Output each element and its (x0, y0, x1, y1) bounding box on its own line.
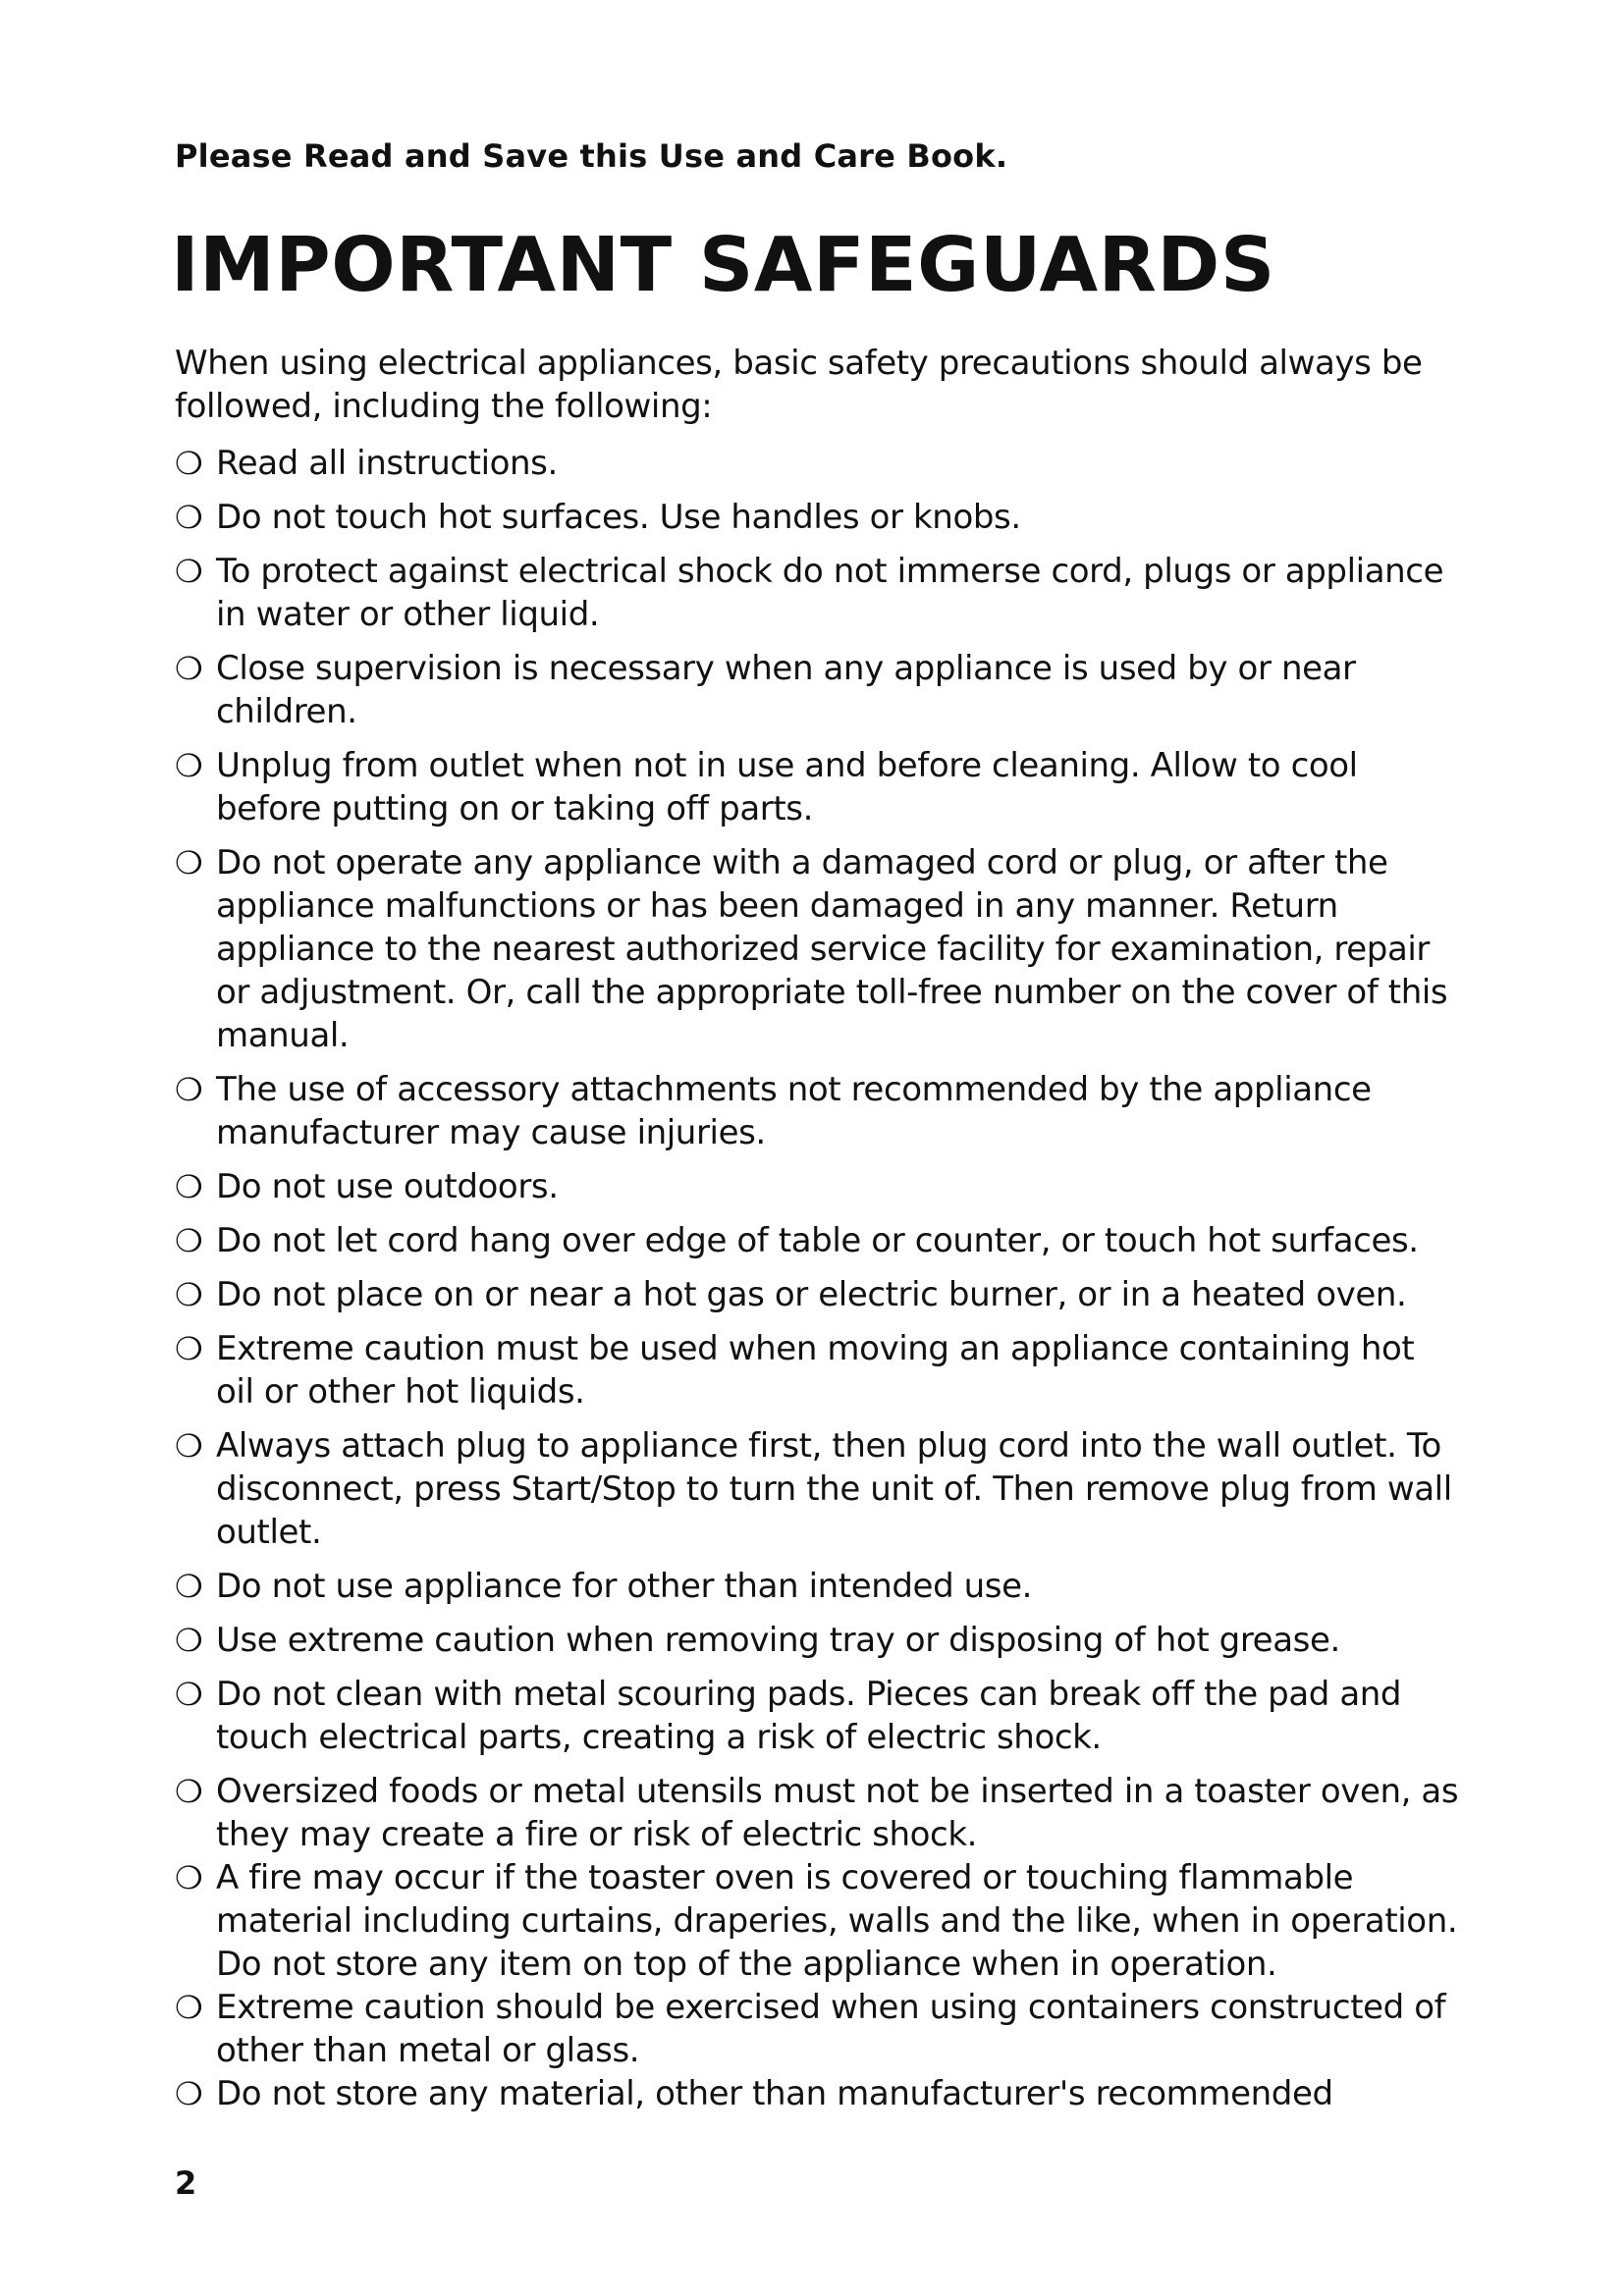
circle-bullet-icon: ❍ (175, 1222, 203, 1259)
circle-bullet-icon: ❍ (175, 1859, 203, 1896)
list-item-text: Extreme caution must be used when moving an appliance containing hot oil or other hot liquids. (216, 1329, 1415, 1412)
intro-paragraph: When using electrical appliances, basic safety precautions should always be followed, including the following: (175, 344, 1423, 426)
list-item-text: Read all instructions. (216, 444, 558, 483)
list-item (175, 442, 1461, 485)
list-item (175, 1165, 1461, 1208)
list-item-text: Do not use outdoors. (216, 1167, 559, 1206)
page-title: IMPORTANT SAFEGUARDS (171, 222, 1275, 309)
list-item (175, 496, 1461, 539)
circle-bullet-icon: ❍ (175, 1330, 203, 1367)
list-item-text: The use of accessory attachments not recommended by the appliance manufacturer may cause injuries. (216, 1070, 1372, 1152)
list-item (175, 647, 1461, 733)
circle-bullet-icon: ❍ (175, 650, 203, 687)
list-item-text: Do not place on or near a hot gas or electric burner, or in a heated oven. (216, 1275, 1407, 1314)
circle-bullet-icon: ❍ (175, 1676, 203, 1713)
list-item (175, 1219, 1461, 1262)
circle-bullet-icon: ❍ (175, 844, 203, 881)
list-item (175, 1068, 1461, 1154)
circle-bullet-icon: ❍ (175, 1071, 203, 1108)
list-item-text: Unplug from outlet when not in use and before cleaning. Allow to cool before putting on or taking off parts. (216, 746, 1358, 828)
circle-bullet-icon: ❍ (175, 1568, 203, 1605)
list-item (175, 1565, 1461, 1608)
list-item-text: To protect against electrical shock do not immerse cord, plugs or appliance in water or other liquid. (216, 552, 1444, 634)
circle-bullet-icon: ❍ (175, 1427, 203, 1465)
list-item (175, 1673, 1461, 1759)
list-item-text: Oversized foods or metal utensils must not be inserted in a toaster oven, as they may create a fire or risk of electric shock. (216, 1772, 1459, 1854)
list-item-text: Do not store any material, other than manufacturer's recommended (216, 2074, 1333, 2113)
circle-bullet-icon: ❍ (175, 747, 203, 784)
list-item (175, 2072, 1461, 2115)
list-item (175, 550, 1461, 636)
list-item (175, 744, 1461, 830)
list-item-text: Do not clean with metal scouring pads. Pieces can break off the pad and touch electrical parts, creating a risk of electric shock. (216, 1675, 1402, 1757)
list-item (175, 1327, 1461, 1414)
list-item (175, 1986, 1461, 2072)
list-item (175, 1424, 1461, 1554)
list-item-text: Close supervision is necessary when any appliance is used by or near children. (216, 649, 1356, 731)
list-item (175, 1619, 1461, 1662)
circle-bullet-icon: ❍ (175, 1989, 203, 2026)
list-item-text: Do not operate any appliance with a damaged cord or plug, or after the appliance malfunctions or has been damaged in any manner. Return appliance to the nearest authorized service facility for examination, repair or adjustment. Or, call the appropriate toll-free number on the cover of this manual. (216, 843, 1448, 1055)
list-item-text: Do not touch hot surfaces. Use handles or knobs. (216, 498, 1021, 537)
list-item-text: Always attach plug to appliance first, then plug cord into the wall outlet. To disconnect, press Start/Stop to turn the unit of. Then remove plug from wall outlet. (216, 1426, 1452, 1552)
circle-bullet-icon: ❍ (175, 1622, 203, 1659)
pre-title: Please Read and Save this Use and Care Book. (175, 137, 1008, 175)
list-item-text: Do not use appliance for other than intended use. (216, 1567, 1033, 1606)
safeguards-list (175, 442, 1461, 2115)
list-item-text: Do not let cord hang over edge of table or counter, or touch hot surfaces. (216, 1221, 1419, 1260)
list-item (175, 841, 1461, 1057)
list-item-text: A fire may occur if the toaster oven is covered or touching flammable material including curtains, draperies, walls and the like, when in operation. Do not store any item on top of the appliance when in operation. (216, 1858, 1458, 1984)
circle-bullet-icon: ❍ (175, 1168, 203, 1205)
list-item (175, 1770, 1461, 1856)
list-item-text: Use extreme caution when removing tray or disposing of hot grease. (216, 1621, 1340, 1660)
circle-bullet-icon: ❍ (175, 553, 203, 590)
list-item-text: Extreme caution should be exercised when using containers constructed of other than metal or glass. (216, 1988, 1446, 2070)
page-number: 2 (175, 2164, 197, 2202)
circle-bullet-icon: ❍ (175, 445, 203, 482)
circle-bullet-icon: ❍ (175, 499, 203, 536)
list-item (175, 1856, 1461, 1986)
circle-bullet-icon: ❍ (175, 1773, 203, 1810)
circle-bullet-icon: ❍ (175, 1276, 203, 1313)
list-item (175, 1273, 1461, 1316)
circle-bullet-icon: ❍ (175, 2075, 203, 2112)
